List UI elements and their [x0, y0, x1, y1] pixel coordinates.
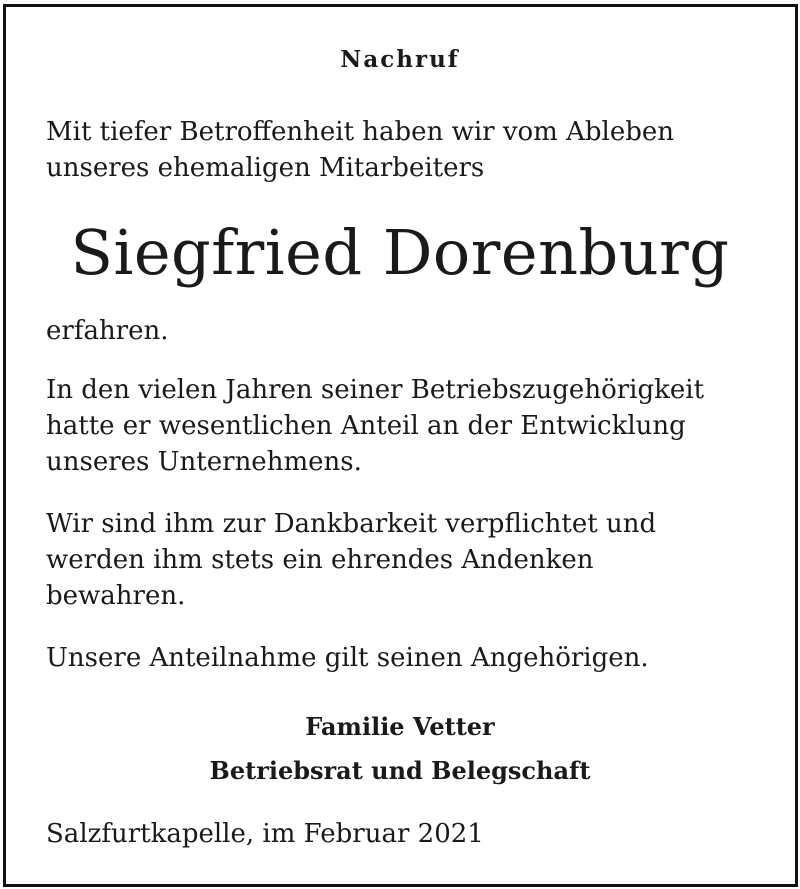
intro-line: Mit tiefer Betroffenheit haben wir vom Ableben [46, 117, 674, 147]
gratitude-paragraph [46, 506, 766, 614]
gratitude-line: Wir sind ihm zur Dankbarkeit verpflichtet und [46, 509, 657, 539]
intro-line: unseres ehemaligen Mitarbeiters [46, 153, 485, 183]
condolence-line: Unsere Anteilnahme gilt seinen Angehörigen. [46, 643, 649, 673]
after-name-line: erfahren. [46, 316, 169, 346]
career-line: unseres Unternehmens. [46, 447, 362, 477]
career-line: In den vielen Jahren seiner Betriebszugehörigkeit [46, 375, 705, 405]
deceased-name: Siegfried Dorenburg [70, 216, 730, 289]
place-date [46, 816, 766, 852]
condolence-paragraph [46, 640, 766, 676]
signature-family: Familie Vetter [305, 712, 495, 741]
intro-paragraph [46, 114, 766, 186]
notice-heading: Nachruf [340, 46, 460, 73]
signature-staff: Betriebsrat und Belegschaft [209, 756, 591, 785]
career-line: hatte er wesentlichen Anteil an der Entwicklung [46, 411, 686, 441]
gratitude-line: werden ihm stets ein ehrendes Andenken [46, 545, 594, 575]
gratitude-line: bewahren. [46, 581, 186, 611]
place-date-line: Salzfurtkapelle, im Februar 2021 [46, 819, 484, 849]
career-paragraph [46, 372, 766, 480]
after-name-text [46, 313, 766, 349]
